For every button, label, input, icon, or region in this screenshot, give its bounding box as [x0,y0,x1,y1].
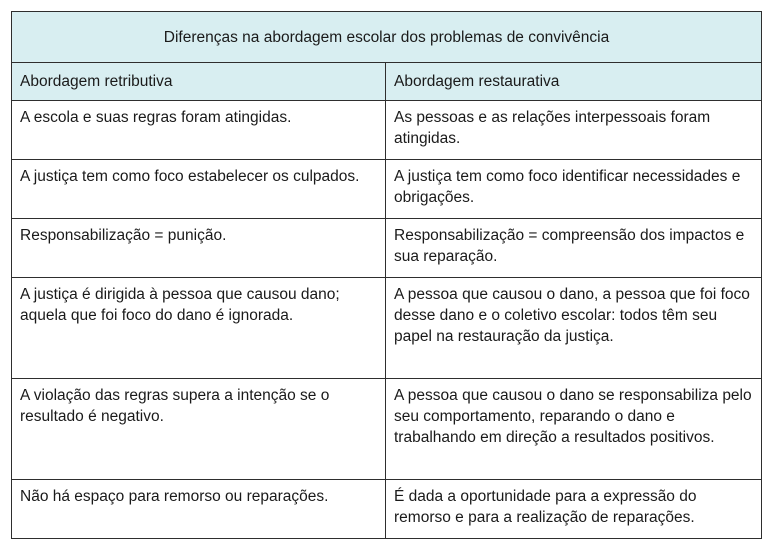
table-row [12,101,762,160]
cell-retributive: A justiça tem como foco estabelecer os culpados. [12,160,386,219]
cell-restorative: Responsabilização = compreensão dos impactos e sua reparação. [386,219,762,278]
table-row [12,219,762,278]
header-retributive: Abordagem retributiva [12,63,386,101]
table-row [12,480,762,539]
table-row [12,278,762,379]
table-row [12,379,762,480]
cell-restorative: A pessoa que causou o dano, a pessoa que foi foco desse dano e o coletivo escolar: todos têm seu papel na restauração da justiça. [386,278,762,379]
comparison-table [11,11,762,539]
table-caption: Diferenças na abordagem escolar dos problemas de convivência [12,12,762,63]
cell-retributive: A escola e suas regras foram atingidas. [12,101,386,160]
cell-retributive: Não há espaço para remorso ou reparações. [12,480,386,539]
cell-restorative: As pessoas e as relações interpessoais foram atingidas. [386,101,762,160]
table-row [12,160,762,219]
cell-restorative: A pessoa que causou o dano se responsabiliza pelo seu comportamento, reparando o dano e trabalhando em direção a resultados positivos. [386,379,762,480]
cell-retributive: Responsabilização = punição. [12,219,386,278]
header-restorative: Abordagem restaurativa [386,63,762,101]
cell-restorative: A justiça tem como foco identificar necessidades e obrigações. [386,160,762,219]
cell-retributive: A violação das regras supera a intenção se o resultado é negativo. [12,379,386,480]
cell-restorative: É dada a oportunidade para a expressão do remorso e para a realização de reparações. [386,480,762,539]
cell-retributive: A justiça é dirigida à pessoa que causou dano; aquela que foi foco do dano é ignorada. [12,278,386,379]
